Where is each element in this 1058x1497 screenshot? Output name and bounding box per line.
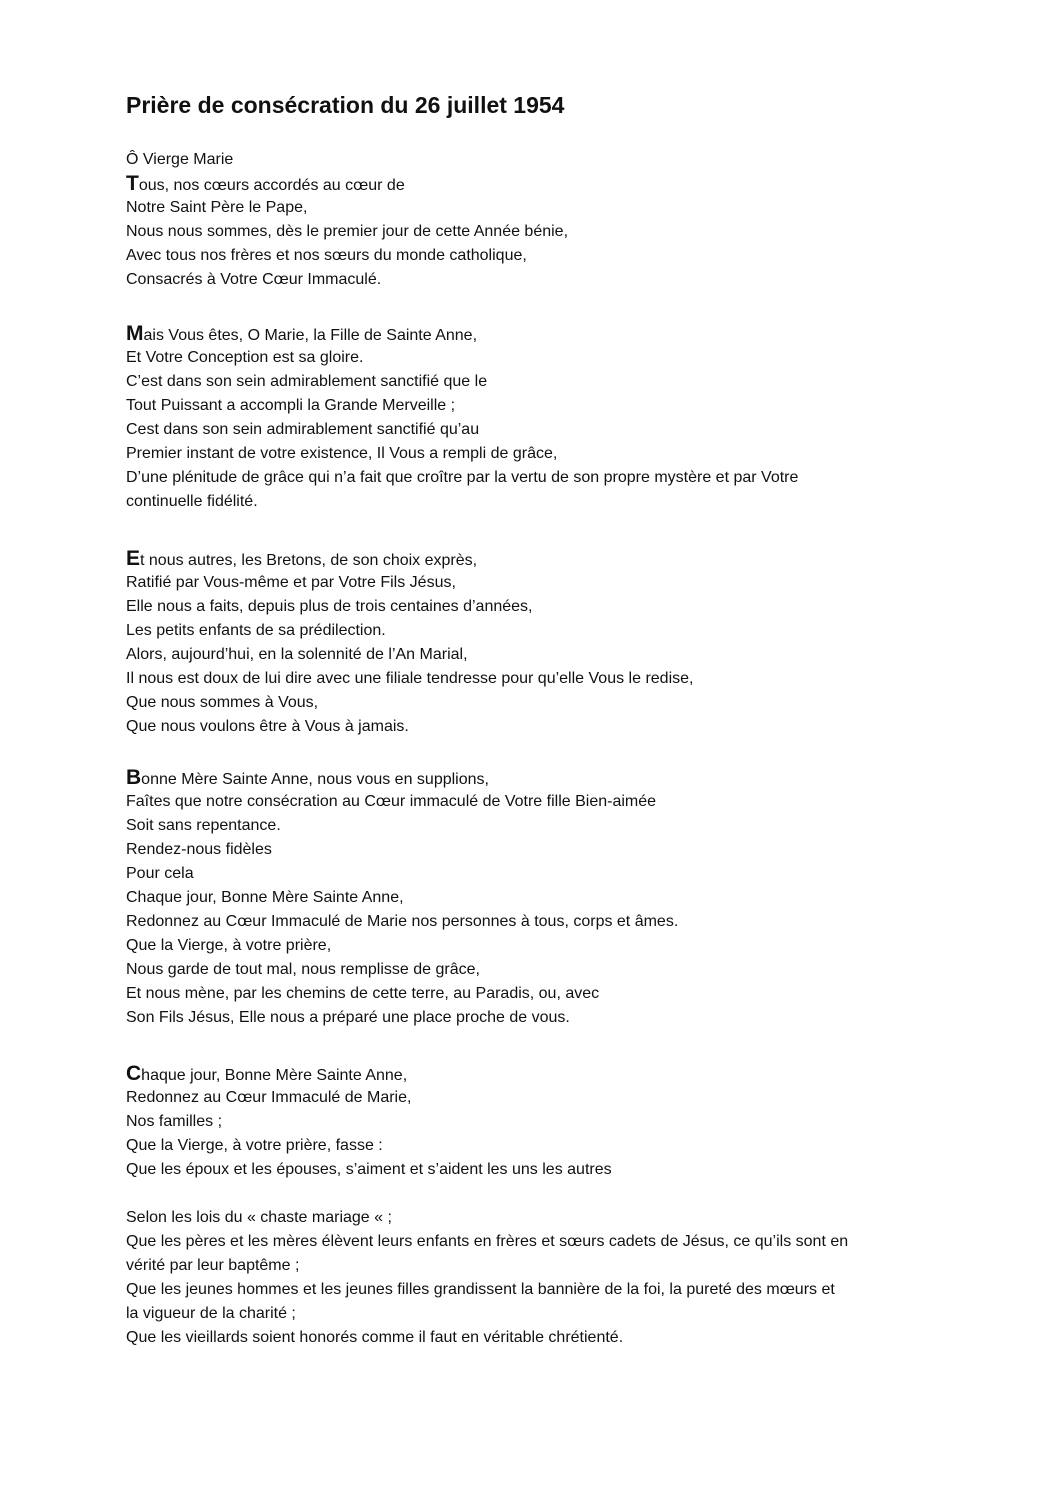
stanza-line: Nos familles ; [126, 1113, 223, 1130]
drop-cap: T [126, 172, 139, 195]
stanza-line: Avec tous nos frères et nos sœurs du monde catholique, [126, 247, 527, 264]
drop-cap: B [126, 766, 142, 789]
stanza-line: Que les pères et les mères élèvent leurs enfants en frères et sœurs cadets de Jésus, ce qu’ils sont en [126, 1233, 849, 1250]
line-text: onne Mère Sainte Anne, nous vous en supplions, [141, 771, 489, 788]
line-text: t nous autres, les Bretons, de son choix exprès, [140, 552, 478, 569]
stanza-line: Que nous voulons être à Vous à jamais. [126, 718, 409, 735]
drop-cap: E [126, 547, 141, 570]
stanza-line: Que la Vierge, à votre prière, fasse : [126, 1137, 383, 1154]
stanza-line: Son Fils Jésus, Elle nous a préparé une place proche de vous. [126, 1009, 570, 1026]
stanza-line: Chaque jour, Bonne Mère Sainte Anne, [126, 889, 404, 906]
stanza-line: Alors, aujourd’hui, en la solennité de l’An Marial, [126, 646, 468, 663]
line-text: ous, nos cœurs accordés au cœur de [138, 177, 405, 194]
stanza-line: Nous garde de tout mal, nous remplisse de grâce, [126, 961, 480, 978]
stanza-line [126, 766, 678, 790]
stanza-line: Soit sans repentance. [126, 817, 281, 834]
line-text: haque jour, Bonne Mère Sainte Anne, [141, 1067, 408, 1084]
stanza-line: Redonnez au Cœur Immaculé de Marie nos personnes à tous, corps et âmes. [126, 913, 679, 930]
stanza-line: Nous nous sommes, dès le premier jour de cette Année bénie, [126, 223, 569, 240]
stanza-2 [126, 322, 798, 514]
stanza-line: Rendez-nous fidèles [126, 841, 272, 858]
stanza-line: Que la Vierge, à votre prière, [126, 937, 332, 954]
stanza-line: Premier instant de votre existence, Il Vous a rempli de grâce, [126, 445, 558, 462]
stanza-line: C’est dans son sein admirablement sanctifié que le [126, 373, 488, 390]
stanza-line: Selon les lois du « chaste mariage « ; [126, 1209, 392, 1226]
stanza-line [126, 547, 693, 571]
stanza-line: Il nous est doux de lui dire avec une filiale tendresse pour qu’elle Vous le redise, [126, 670, 694, 687]
stanza-line: Faîtes que notre consécration au Cœur immaculé de Votre fille Bien-aimée [126, 793, 657, 810]
drop-cap: C [126, 1062, 142, 1085]
salutation [126, 148, 233, 172]
stanza-line: Et nous mène, par les chemins de cette terre, au Paradis, ou, avec [126, 985, 600, 1002]
stanza-line: Notre Saint Père le Pape, [126, 199, 308, 216]
stanza-line: D’une plénitude de grâce qui n’a fait que croître par la vertu de son propre mystère et par Votre [126, 469, 799, 486]
stanza-line: continuelle fidélité. [126, 493, 258, 510]
stanza-5 [126, 1062, 612, 1182]
stanza-line: Les petits enfants de sa prédilection. [126, 622, 386, 639]
stanza-line: Cest dans son sein admirablement sanctifié qu’au [126, 421, 480, 438]
line-text: ais Vous êtes, O Marie, la Fille de Sainte Anne, [143, 327, 478, 344]
stanza-3 [126, 547, 693, 739]
stanza-line: Tout Puissant a accompli la Grande Merveille ; [126, 397, 456, 414]
stanza-line: Que nous sommes à Vous, [126, 694, 319, 711]
stanza-line: Que les époux et les épouses, s’aiment et s’aident les uns les autres [126, 1161, 612, 1178]
stanza-line: Consacrés à Votre Cœur Immaculé. [126, 271, 382, 288]
stanza-line [126, 322, 798, 346]
stanza-line: Redonnez au Cœur Immaculé de Marie, [126, 1089, 412, 1106]
stanza-line: Elle nous a faits, depuis plus de trois centaines d’années, [126, 598, 533, 615]
stanza-1 [126, 172, 568, 292]
stanza-line [126, 172, 568, 196]
page-title: Prière de consécration du 26 juillet 1954 [126, 92, 565, 118]
stanza-line: Et Votre Conception est sa gloire. [126, 349, 364, 366]
stanza-4 [126, 766, 678, 1030]
stanza-line: Que les jeunes hommes et les jeunes filles grandissent la bannière de la foi, la pureté des mœurs et [126, 1281, 835, 1298]
stanza-line: Pour cela [126, 865, 194, 882]
stanza-line: Que les vieillards soient honorés comme il faut en véritable chrétienté. [126, 1329, 624, 1346]
stanza-6 [126, 1206, 848, 1350]
stanza-line [126, 1062, 612, 1086]
stanza-line: Ratifié par Vous-même et par Votre Fils Jésus, [126, 574, 456, 591]
salutation-line: Ô Vierge Marie [126, 151, 234, 168]
stanza-line: vérité par leur baptême ; [126, 1257, 300, 1274]
stanza-line: la vigueur de la charité ; [126, 1305, 296, 1322]
drop-cap: M [126, 322, 144, 345]
